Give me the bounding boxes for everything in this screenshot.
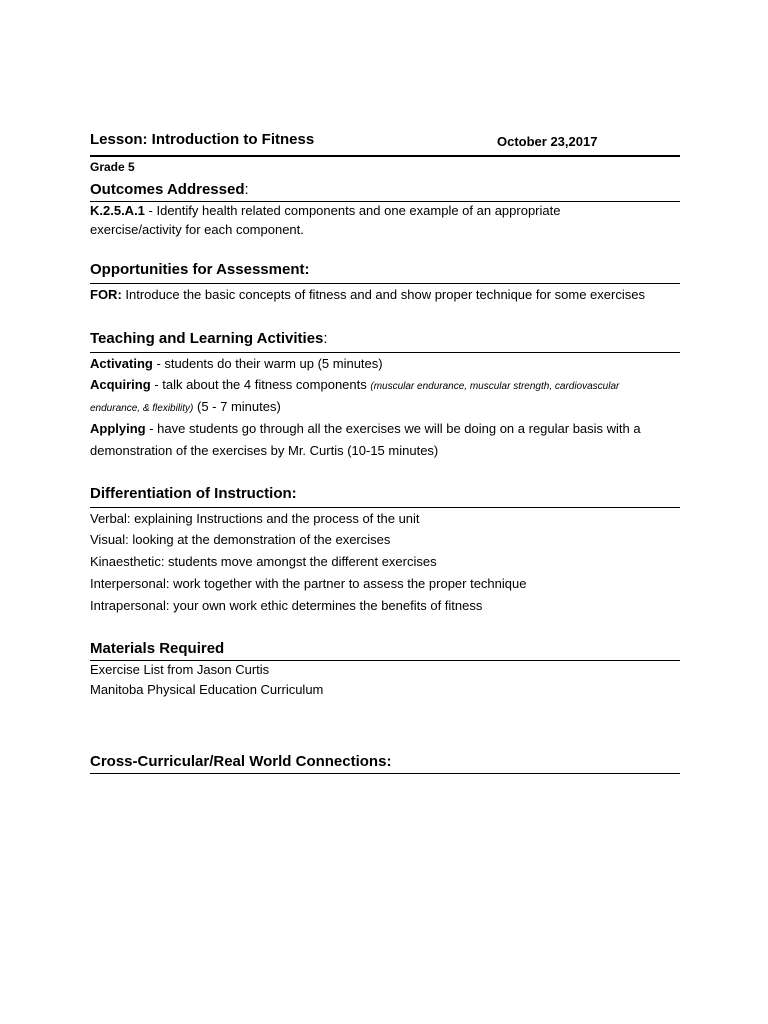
materials-heading: Materials Required — [90, 640, 225, 657]
acquiring-label: Acquiring — [90, 377, 151, 392]
differentiation-heading: Differentiation of Instruction: — [90, 485, 297, 502]
outcome-code: K.2.5.A.1 — [90, 203, 145, 218]
activities-heading-text: Teaching and Learning Activities — [90, 330, 324, 347]
assessment-line — [90, 286, 645, 304]
outcomes-line-2: exercise/activity for each component. — [90, 222, 304, 237]
header-divider — [90, 155, 680, 157]
outcomes-heading-text: Outcomes Addressed — [90, 181, 245, 198]
applying-line-2: demonstration of the exercises by Mr. Curtis (10-15 minutes) — [90, 443, 439, 458]
differentiation-divider — [90, 507, 680, 508]
assessment-text: Introduce the basic concepts of fitness and and show proper technique for some exercises — [121, 287, 645, 302]
applying-text-1: - have students go through all the exercises we will be doing on a regular basis with a — [145, 421, 641, 436]
differentiation-item: Kinaesthetic: students move amongst the different exercises — [90, 554, 437, 569]
applying-label: Applying — [90, 421, 146, 436]
differentiation-item: Verbal: explaining Instructions and the process of the unit — [90, 511, 420, 526]
acquiring-note-2: endurance, & flexibility) — [90, 403, 194, 414]
assessment-label: FOR: — [90, 287, 122, 302]
outcomes-line-1 — [90, 202, 560, 220]
activities-heading-colon: : — [323, 330, 328, 347]
activating-line — [90, 355, 383, 373]
activating-text: - students do their warm up (5 minutes) — [152, 356, 383, 371]
lesson-date: October 23,2017 — [497, 134, 598, 149]
differentiation-item: Visual: looking at the demonstration of the exercises — [90, 532, 391, 547]
lesson-header — [90, 131, 680, 155]
materials-item: Exercise List from Jason Curtis — [90, 662, 270, 677]
outcomes-heading-colon: : — [244, 181, 249, 198]
lesson-title: Lesson: Introduction to Fitness — [90, 131, 315, 148]
assessment-heading: Opportunities for Assessment: — [90, 261, 310, 278]
applying-line — [90, 420, 641, 438]
acquiring-line-2 — [90, 398, 281, 418]
acquiring-text: - talk about the 4 fitness components — [150, 377, 371, 392]
connections-divider — [90, 773, 680, 774]
activities-divider — [90, 352, 680, 353]
assessment-divider — [90, 283, 680, 284]
acquiring-time: (5 - 7 minutes) — [193, 399, 281, 414]
materials-item: Manitoba Physical Education Curriculum — [90, 682, 324, 697]
acquiring-note-1: (muscular endurance, muscular strength, cardiovascular — [370, 381, 620, 392]
connections-heading: Cross-Curricular/Real World Connections: — [90, 753, 392, 770]
outcome-text-1: - Identify health related components and one example of an appropriate — [144, 203, 561, 218]
activities-heading — [90, 329, 328, 349]
differentiation-item: Intrapersonal: your own work ethic determines the benefits of fitness — [90, 598, 483, 613]
acquiring-line — [90, 376, 619, 396]
activating-label: Activating — [90, 356, 153, 371]
differentiation-item: Interpersonal: work together with the partner to assess the proper technique — [90, 576, 527, 591]
grade-label: Grade 5 — [90, 160, 135, 174]
outcomes-heading — [90, 180, 249, 200]
